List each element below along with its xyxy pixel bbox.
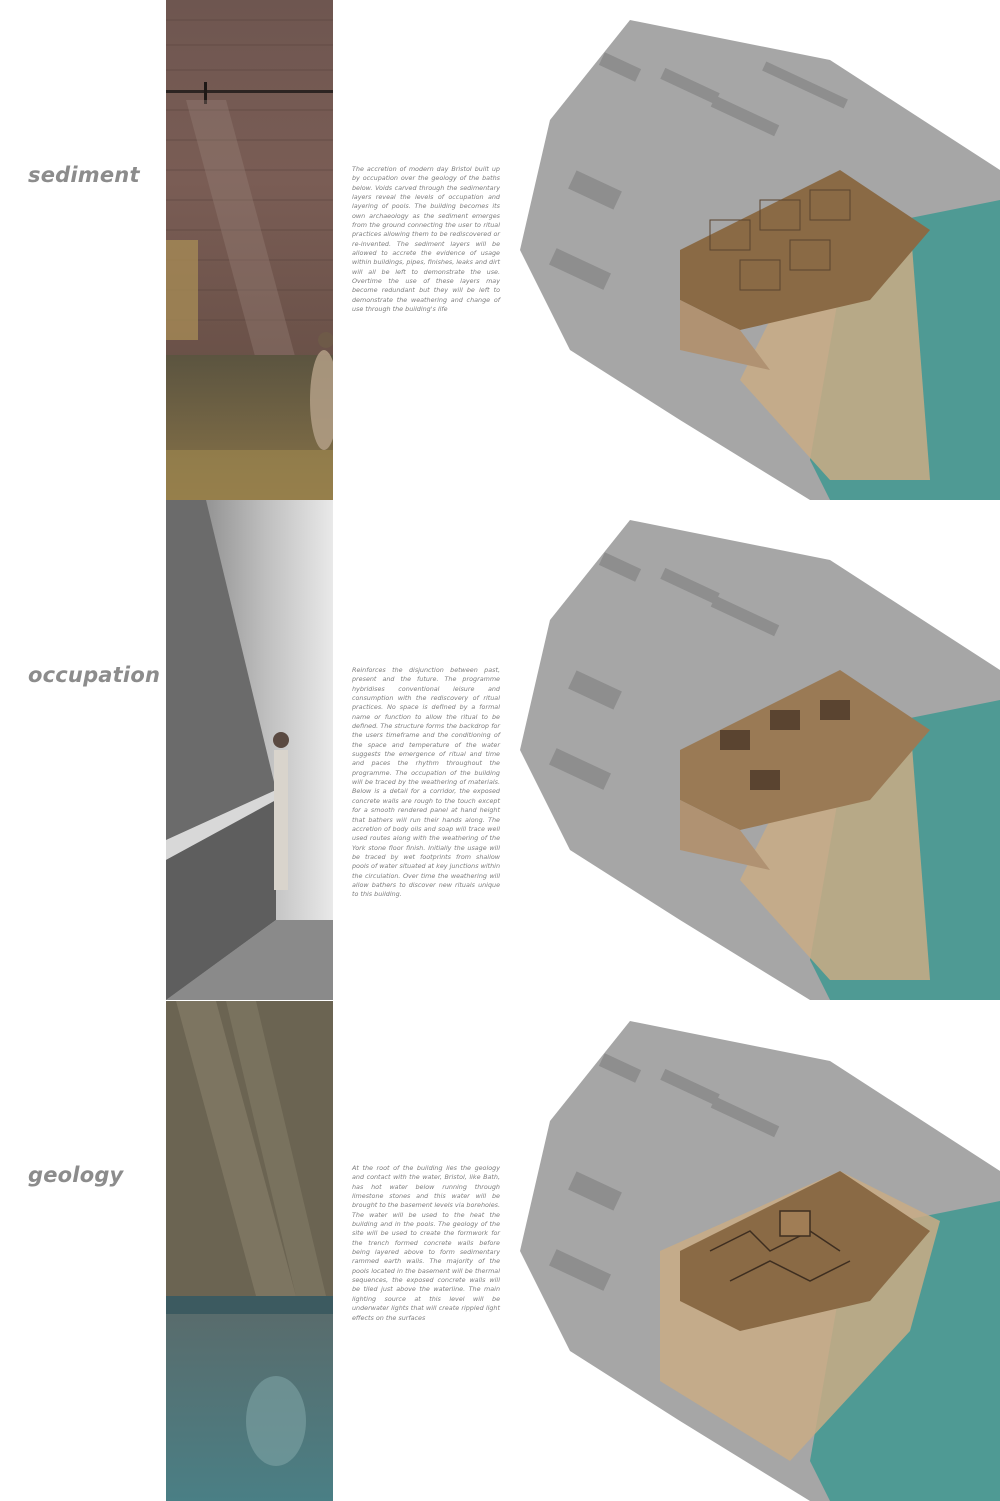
section-heading: occupation [28, 663, 161, 687]
underwater-pool-photo [166, 1001, 333, 1501]
section-heading: geology [28, 1163, 124, 1187]
section-occupation [0, 500, 1000, 1000]
section-sediment [0, 0, 1000, 500]
aerial-site-model-roof [510, 0, 1000, 500]
aerial-site-model-basement [510, 1001, 1000, 1501]
misty-corridor-photo [166, 500, 333, 1000]
section-description: At the root of the building lies the geology and contact with the water, Bristol, like Bath, has hot water below running through limestone stones and this water will be brought to the basement levels via boreholes. The water will be used to the heat the building and in the pools. The geology of the site will be used to create the formwork for the trench formed concrete walls before being layered above to form sedimentary rammed earth walls. The majority of the pools located in the basement will be thermal sequences, the exposed concrete walls will be tiled just above the waterline. The main lighting source at this level will be underwater lights that will create rippled light effects on the surfaces [352, 1164, 500, 1322]
section-description: Reinforces the disjunction between past, present and the future. The programme hybridises conventional leisure and consumption with the rediscovery of ritual practices. No space is defined by a formal name or function to allow the ritual to be defined. The structure forms the backdrop for the users timeframe and the conditioning of the space and temperature of the water suggests the emergence of ritual and time and paces the rhythm throughout the programme. The occupation of the building will be traced by the weathering of materials. Below is a detail for a corridor, the exposed concrete walls are rough to the touch except for a smooth rendered panel at hand height that bathers will run their hands along. The accretion of body oils and soap will trace well used routes along with the weathering of the York stone floor finish. Initially the usage will be traced by wet footprints from shallow pools of water situated at key junctions within the circulation. Over time the weathering will allow bathers to discover new rituals unique to this building. [352, 666, 500, 899]
aerial-site-model-ground [510, 500, 1000, 1000]
sediment-wall-photo [166, 0, 333, 500]
section-description: The accretion of modern day Bristol built up by occupation over the geology of the baths below. Voids carved through the sedimentary layers reveal the levels of occupation and layering of pools. The building becomes its own archaeology as the sediment emerges from the ground connecting the user to ritual practices allowing them to be rediscovered or re-invented. The sediment layers will be allowed to accrete the evidence of usage within buildings, pipes, finishes, leaks and dirt will all be left to demonstrate the use. Overtime the use of these layers may become redundant but they will be left to demonstrate the weathering and change of use through the building's life [352, 165, 500, 314]
section-geology [0, 1001, 1000, 1501]
section-heading: sediment [28, 163, 140, 187]
